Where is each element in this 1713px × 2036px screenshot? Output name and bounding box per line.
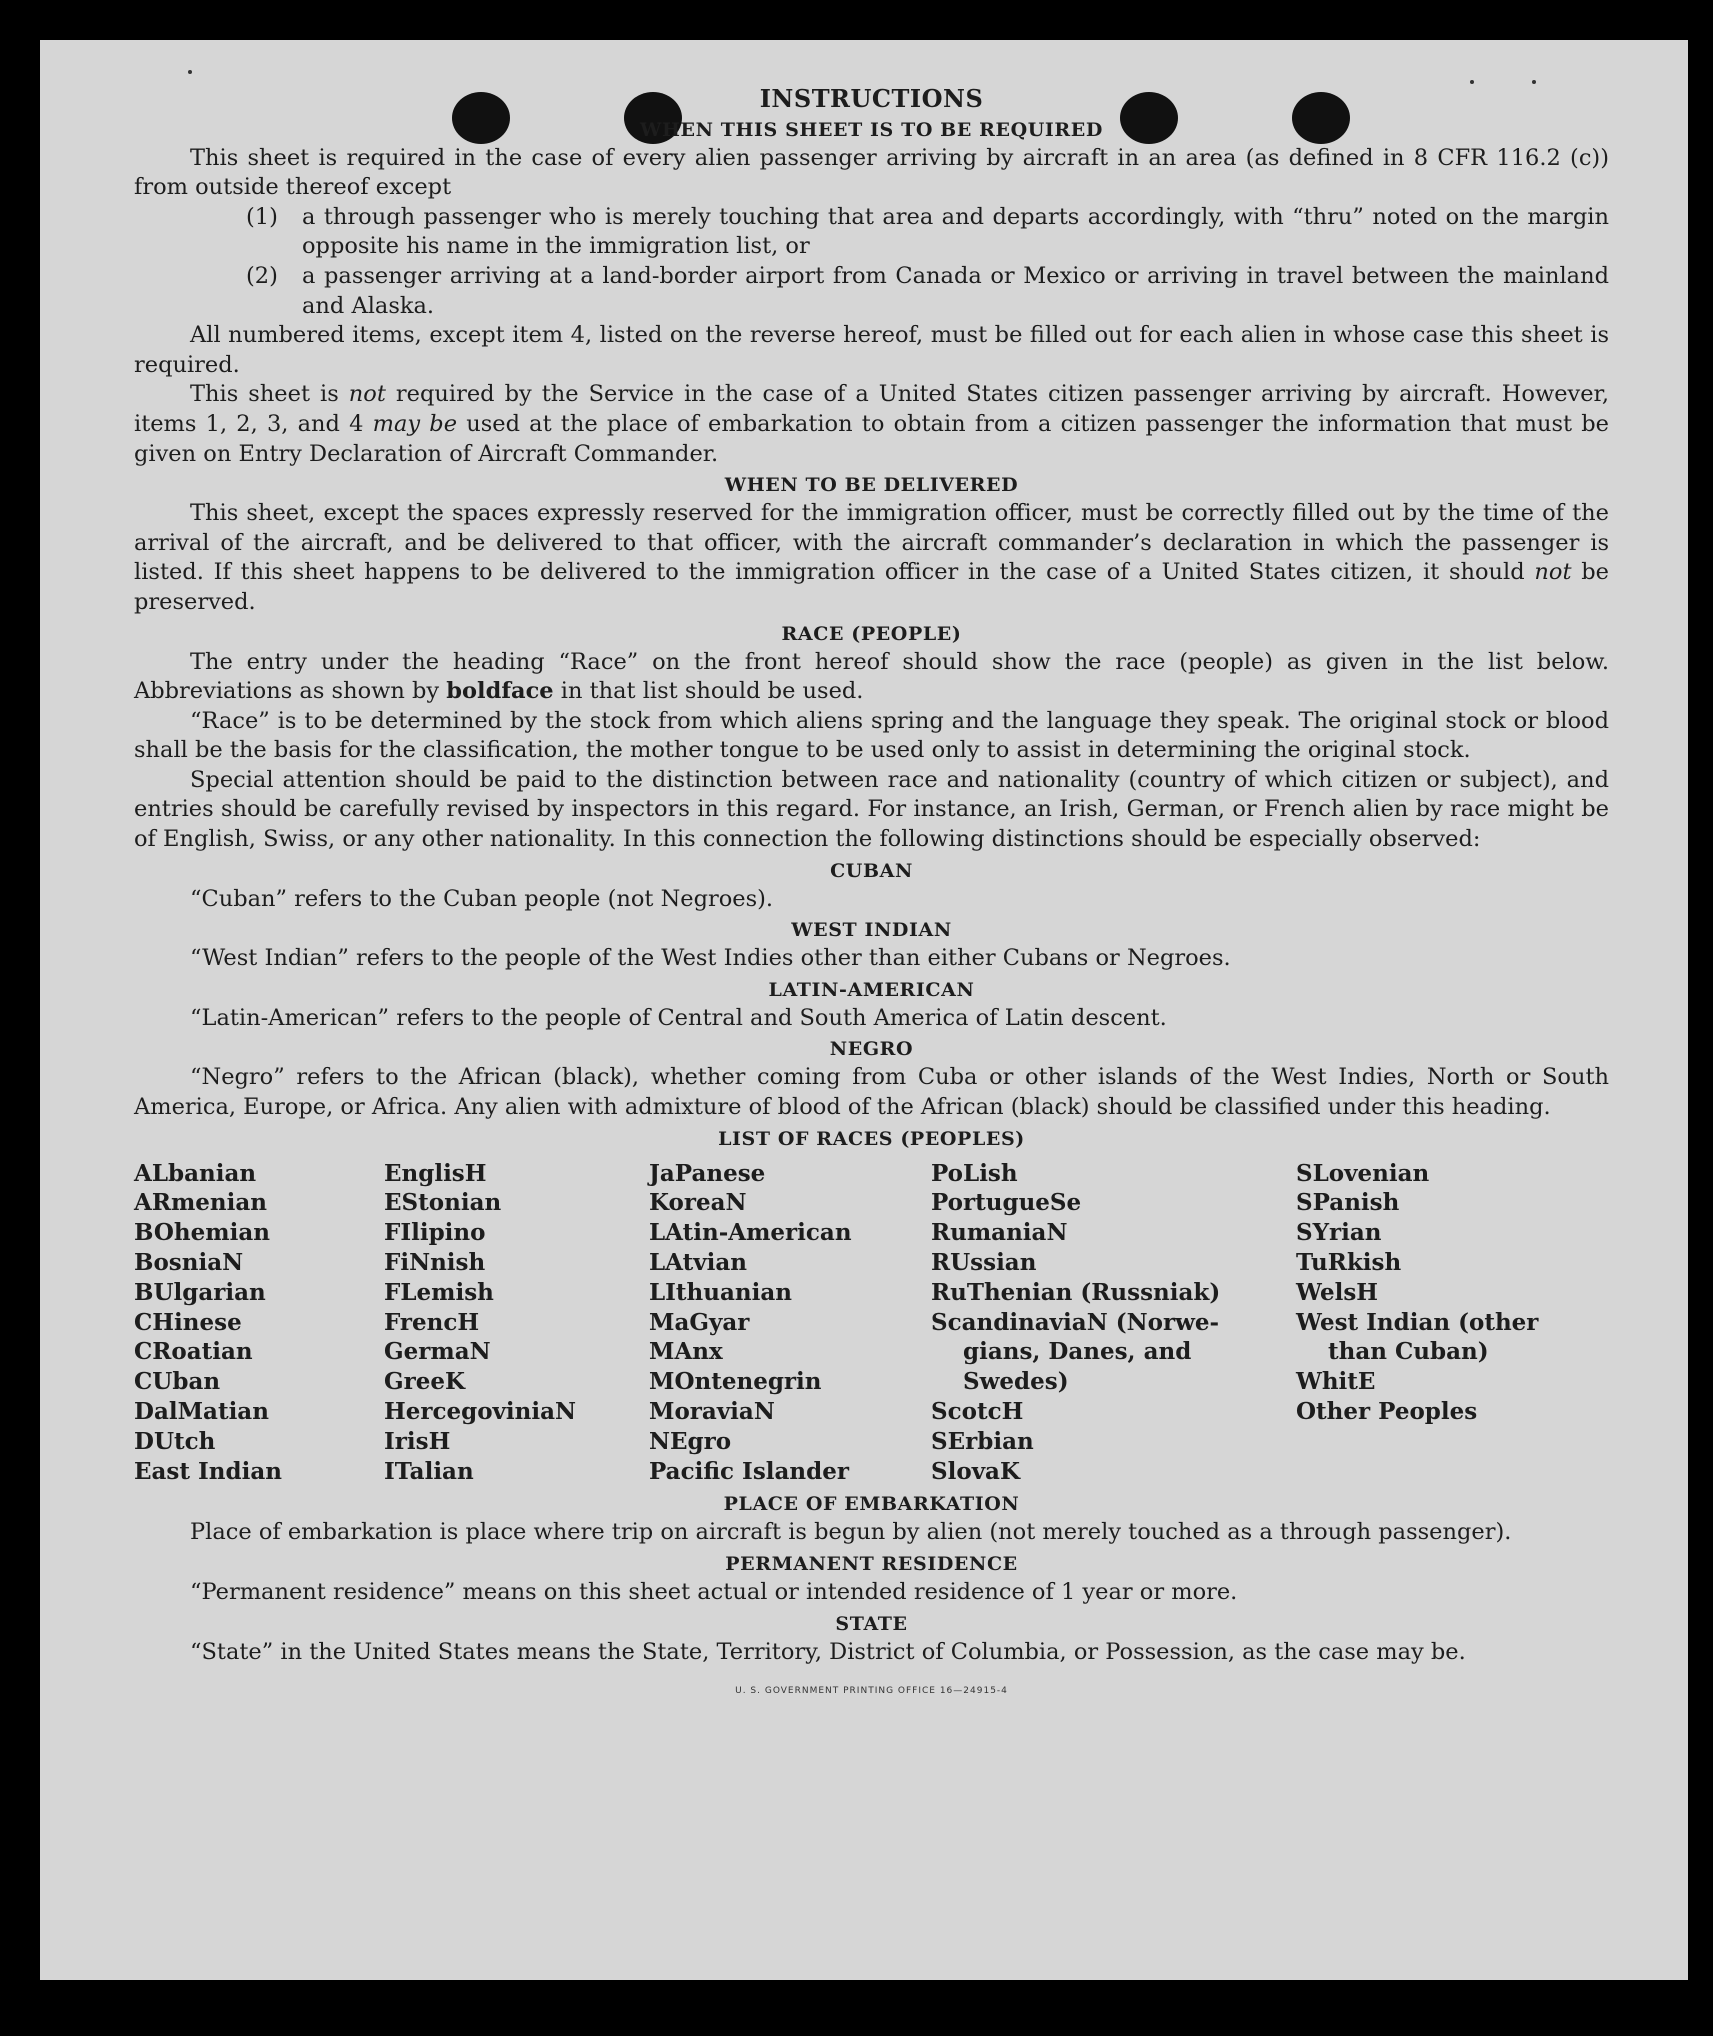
paragraph: “Negro” refers to the African (black), whether coming from Cuba or other islands of the West Indies, North or South America, Europe, or Africa. Any alien with admixture of blood of the African (black) should be classified under this heading. bbox=[134, 1064, 1609, 1121]
race-item: IrisH bbox=[384, 1427, 451, 1455]
race-item: FLemish bbox=[384, 1278, 494, 1306]
heading-state: STATE bbox=[835, 1612, 908, 1635]
race-item: BUlgarian bbox=[134, 1278, 266, 1306]
heading-latin-american: LATIN-AMERICAN bbox=[768, 978, 975, 1001]
race-item: DUtch bbox=[134, 1427, 216, 1455]
heading-when-required: WHEN THIS SHEET IS TO BE REQUIRED bbox=[640, 118, 1103, 141]
races-column-1 bbox=[134, 1159, 384, 1487]
race-item: LAtvian bbox=[649, 1249, 747, 1277]
race-item: RuThenian (Russniak) bbox=[931, 1278, 1221, 1306]
race-item: GreeK bbox=[384, 1368, 466, 1396]
race-item: ARmenian bbox=[134, 1189, 268, 1217]
item-number: (1) bbox=[246, 203, 278, 230]
paragraph: “Race” is to be determined by the stock from which aliens spring and the language they speak. The original stock or blood shall be the basis for the classification, the mother tongue to be used only to assist in determining the original stock. bbox=[134, 707, 1609, 764]
race-item: WhitE bbox=[1296, 1368, 1376, 1396]
heading-when-delivered: WHEN TO BE DELIVERED bbox=[724, 474, 1019, 497]
race-item: LAtin-American bbox=[649, 1219, 852, 1247]
race-item: RumaniaN bbox=[931, 1219, 1068, 1247]
race-item: West Indian (other bbox=[1296, 1308, 1539, 1336]
paragraph: “West Indian” refers to the people of the West Indies other than either Cubans or Negroes. bbox=[190, 945, 1231, 972]
race-item: CHinese bbox=[134, 1308, 242, 1336]
heading-list-of-races: LIST OF RACES (PEOPLES) bbox=[718, 1127, 1025, 1150]
paragraph: Special attention should be paid to the distinction between race and nationality (country of which citizen or subject), and entries should be carefully revised by inspectors in this regard. For instance, an Irish, German, or French alien by race might be of English, Swiss, or any other nationality. In this connection the following distinctions should be especially observed: bbox=[134, 766, 1609, 853]
instructions-content bbox=[134, 84, 1609, 1707]
race-item: RUssian bbox=[931, 1249, 1037, 1277]
race-item: FiNnish bbox=[384, 1249, 486, 1277]
race-item: MOntenegrin bbox=[649, 1368, 822, 1396]
races-column-2 bbox=[384, 1159, 649, 1487]
race-item: HercegoviniaN bbox=[384, 1398, 577, 1425]
paragraph: This sheet is required in the case of every alien passenger arriving by aircraft in an area (as defined in 8 CFR 116.2 (c)) from outside thereof except bbox=[134, 144, 1609, 201]
list-item bbox=[246, 262, 1609, 321]
race-item: CRoatian bbox=[134, 1338, 253, 1366]
race-item: JaPanese bbox=[649, 1159, 766, 1187]
heading-cuban: CUBAN bbox=[830, 859, 913, 882]
race-item: GermaN bbox=[384, 1338, 491, 1366]
paragraph: All numbered items, except item 4, listed on the reverse hereof, must be filled out for each alien in whose case this sheet is required. bbox=[134, 322, 1609, 378]
race-item: LIthuanian bbox=[649, 1278, 792, 1306]
race-item: gians, Danes, and bbox=[963, 1338, 1192, 1366]
item-text: a passenger arriving at a land-border airport from Canada or Mexico or arriving in travel between the mainland and Alaska. bbox=[302, 262, 1609, 319]
race-item: EnglisH bbox=[384, 1159, 487, 1187]
heading-race: RACE (PEOPLE) bbox=[781, 622, 962, 645]
races-column-4 bbox=[931, 1159, 1296, 1487]
paragraph: Place of embarkation is place where trip on aircraft is begun by alien (not merely touched as a through passenger). bbox=[190, 1519, 1512, 1546]
race-item: FIlipino bbox=[384, 1219, 486, 1247]
race-item: MaGyar bbox=[649, 1308, 750, 1336]
speck bbox=[188, 70, 192, 74]
paragraph: “Cuban” refers to the Cuban people (not Negroes). bbox=[190, 885, 774, 912]
list-item bbox=[246, 203, 1609, 262]
race-item: Pacific Islander bbox=[649, 1457, 849, 1485]
race-item: than Cuban) bbox=[1328, 1338, 1489, 1366]
item-text: a through passenger who is merely touching that area and departs accordingly, with “thru” noted on the margin opposite his name in the immigration list, or bbox=[302, 203, 1609, 260]
paragraph: The entry under the heading “Race” on the front hereof should show the race (people) as given in the list below. Abbreviations as shown by boldface in that list should be used. bbox=[134, 648, 1609, 705]
race-item: ITalian bbox=[384, 1457, 474, 1485]
heading-negro: NEGRO bbox=[829, 1038, 914, 1061]
race-item: PoLish bbox=[931, 1159, 1018, 1187]
race-item: TuRkish bbox=[1296, 1249, 1402, 1277]
heading-west-indian: WEST INDIAN bbox=[791, 919, 952, 942]
paragraph: This sheet, except the spaces expressly reserved for the immigration officer, must be correctly filled out by the time of the arrival of the aircraft, and be delivered to that officer, with the aircraft commander’s declaration in which the passenger is listed. If this sheet happens to be delivered to the immigration officer in the case of a United States citizen, it should not be preserved. bbox=[134, 500, 1609, 615]
paragraph: “Latin-American” refers to the people of Central and South America of Latin descent. bbox=[190, 1004, 1167, 1031]
paragraph: This sheet is not required by the Service in the case of a United States citizen passenger arriving by aircraft. However, items 1, 2, 3, and 4 may be used at the place of embarkation to obtain from a citizen passenger the information that must be given on Entry Declaration of Aircraft Commander. bbox=[134, 381, 1609, 467]
race-item: DalMatian bbox=[134, 1398, 269, 1425]
race-item: SErbian bbox=[931, 1427, 1034, 1455]
race-item: BOhemian bbox=[134, 1219, 270, 1247]
race-item: PortugueSe bbox=[931, 1189, 1082, 1217]
races-column-5 bbox=[1296, 1159, 1596, 1487]
heading-place-of-embarkation: PLACE OF EMBARKATION bbox=[723, 1493, 1020, 1516]
race-item: MAnx bbox=[649, 1338, 723, 1366]
printing-office-footer: U. S. GOVERNMENT PRINTING OFFICE 16—24915-4 bbox=[735, 1686, 1008, 1697]
race-item: SPanish bbox=[1296, 1189, 1400, 1217]
races-list bbox=[134, 1159, 1609, 1487]
document-sheet bbox=[40, 40, 1688, 1980]
race-item: SLovenian bbox=[1296, 1159, 1430, 1187]
race-item: WelsH bbox=[1296, 1278, 1379, 1306]
race-item: FrencH bbox=[384, 1308, 480, 1336]
race-item: Swedes) bbox=[963, 1368, 1069, 1396]
race-item: NEgro bbox=[649, 1427, 732, 1455]
race-item: ALbanian bbox=[134, 1159, 257, 1187]
race-item: SYrian bbox=[1296, 1219, 1382, 1247]
item-number: (2) bbox=[246, 262, 278, 289]
paragraph: “Permanent residence” means on this sheet actual or intended residence of 1 year or more. bbox=[190, 1578, 1238, 1605]
races-column-3 bbox=[649, 1159, 931, 1487]
race-item: CUban bbox=[134, 1368, 221, 1396]
page-title: INSTRUCTIONS bbox=[759, 84, 984, 113]
paragraph: “State” in the United States means the State, Territory, District of Columbia, or Possession, as the case may be. bbox=[190, 1638, 1466, 1665]
race-item: SlovaK bbox=[931, 1457, 1020, 1485]
race-item: EStonian bbox=[384, 1189, 502, 1217]
race-item: MoraviaN bbox=[649, 1398, 775, 1425]
race-item: Other Peoples bbox=[1296, 1398, 1478, 1425]
heading-permanent-residence: PERMANENT RESIDENCE bbox=[725, 1552, 1018, 1575]
race-item: BosniaN bbox=[134, 1249, 244, 1277]
race-item: East Indian bbox=[134, 1457, 282, 1485]
race-item: KoreaN bbox=[649, 1189, 747, 1217]
race-item: ScotcH bbox=[931, 1398, 1024, 1425]
race-item: ScandinaviaN (Norwe- bbox=[931, 1308, 1220, 1336]
